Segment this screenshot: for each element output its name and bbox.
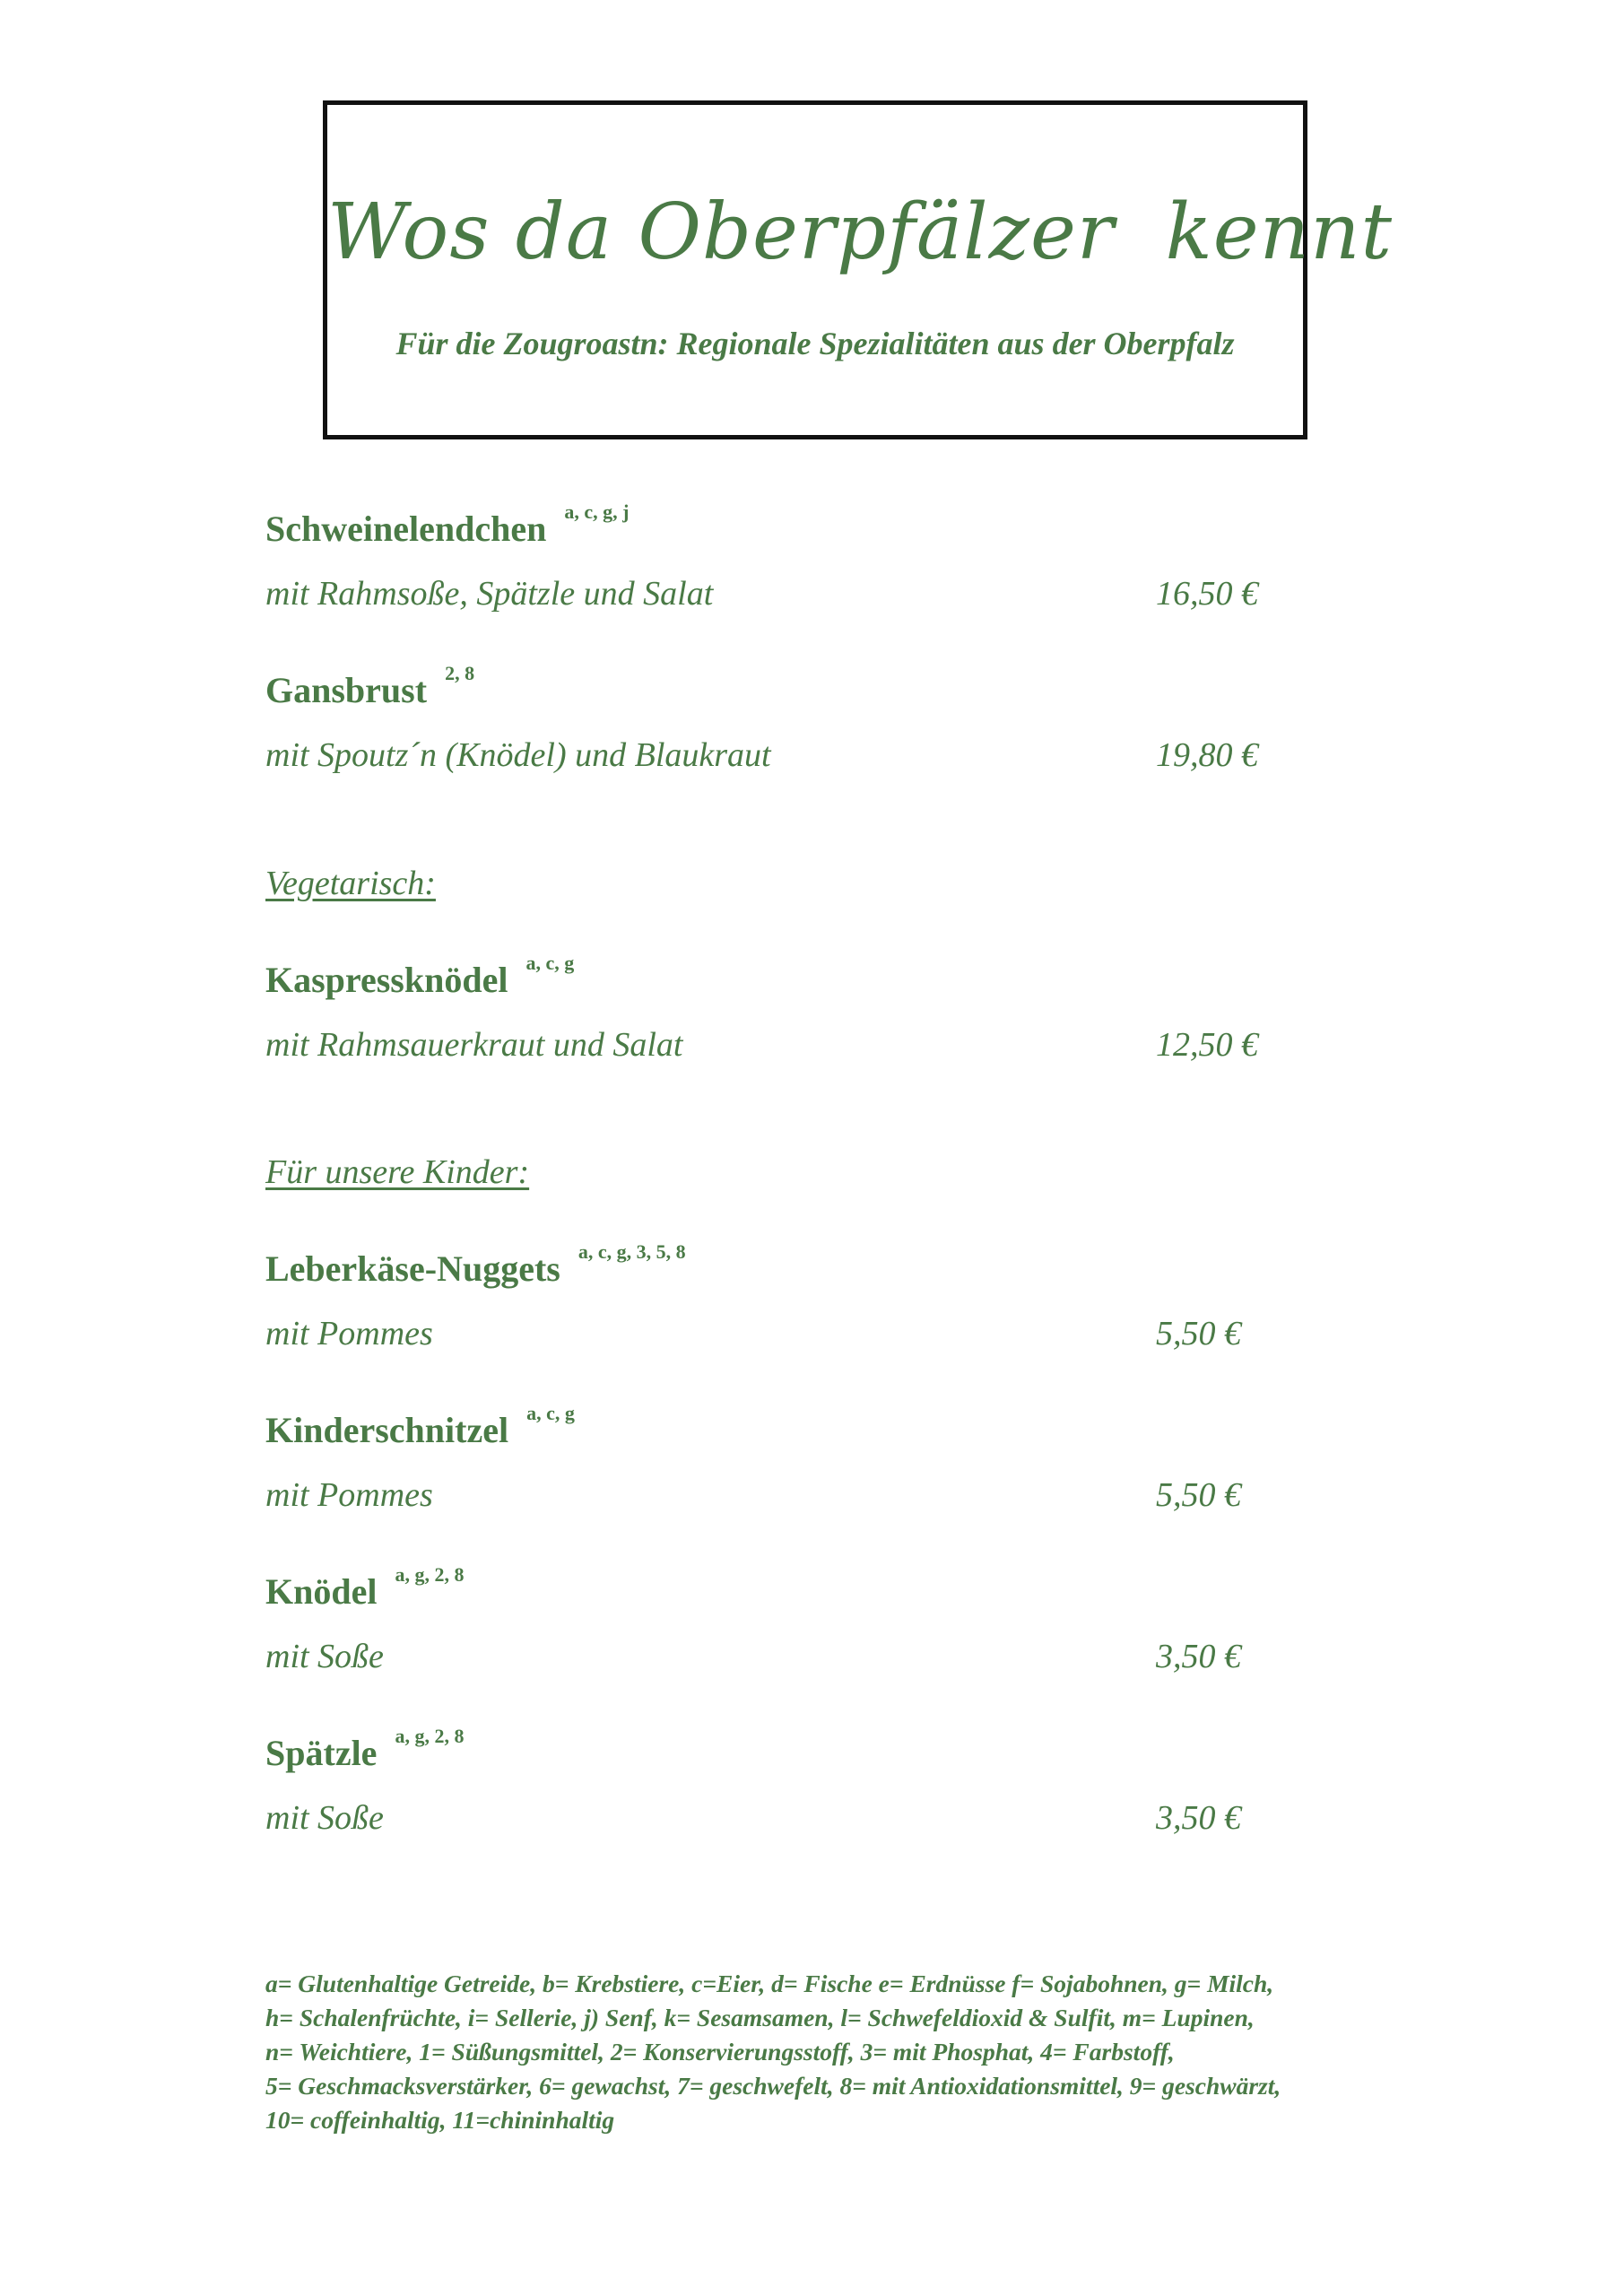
dish-name: Spätzle $^{a, g, 2, 8}$ — [265, 1725, 465, 1773]
legend-line: n= Weichtiere, 1= Süßungsmittel, 2= Konservierungsstoff, 3= mit Phosphat, 4= Farbstoff, — [265, 2038, 1175, 2066]
legend-line: 5= Geschmacksverstärker, 6= gewachst, 7= geschwefelt, 8= mit Antioxidationsmittel, 9= geschwärzt, — [265, 2072, 1281, 2100]
dish-name: Knödel $^{a, g, 2, 8}$ — [265, 1563, 465, 1612]
dish-description: mit Spoutz´n (Knödel) und Blaukraut — [265, 736, 771, 774]
dish-name: Kinderschnitzel $^{a, c, g}$ — [265, 1402, 575, 1450]
page-subtitle: Für die Zougroastn: Regionale Spezialitäten aus der Oberpfalz — [395, 326, 1235, 361]
dish-description: mit Rahmsauerkraut und Salat — [265, 1026, 683, 1064]
dish-description: mit Rahmsoße, Spätzle und Salat — [265, 575, 714, 613]
dish-description: mit Soße — [265, 1638, 384, 1675]
dish-price: 5,50 € — [1156, 1315, 1241, 1352]
legend-line: 10= coffeinhaltig, 11=chininhaltig — [265, 2106, 615, 2134]
legend-line: h= Schalenfrüchte, i= Sellerie, j) Senf, k= Sesamsamen, l= Schwefeldioxid & Sulfit, m= Lupinen, — [265, 2004, 1255, 2031]
dish-name: Gansbrust $^{2, 8}$ — [265, 662, 475, 710]
dish-price: 12,50 € — [1156, 1026, 1258, 1064]
dish-description: mit Soße — [265, 1799, 384, 1837]
dish-price: 19,80 € — [1156, 736, 1258, 774]
dish-price: 3,50 € — [1156, 1799, 1241, 1837]
legend-line: a= Glutenhaltige Getreide, b= Krebstiere, c=Eier, d= Fische e= Erdnüsse f= Sojabohnen, g= Milch, — [265, 1970, 1274, 1997]
dish-price: 3,50 € — [1156, 1638, 1241, 1675]
allergen-codes: a, c, g — [525, 952, 575, 974]
allergen-legend — [265, 1967, 1431, 2137]
dish-price: 16,50 € — [1156, 575, 1258, 613]
allergen-codes: 2, 8 — [445, 662, 475, 684]
allergen-codes: a, g, 2, 8 — [395, 1563, 465, 1586]
dish-name: Schweinelendchen $^{a, c, g, j}$ — [265, 500, 630, 549]
dish-price: 5,50 € — [1156, 1476, 1241, 1514]
dish-description: mit Pommes — [265, 1476, 433, 1514]
section-heading-kids: Für unsere Kinder: — [265, 1153, 530, 1191]
allergen-codes: a, c, g, 3, 5, 8 — [578, 1240, 686, 1263]
dish-name: Kaspressknödel $^{a, c, g}$ — [265, 952, 575, 1000]
title-box — [323, 100, 1394, 439]
allergen-codes: a, c, g, j — [564, 500, 630, 523]
section-heading-vegetarian: Vegetarisch: — [265, 865, 436, 902]
allergen-codes: a, c, g — [526, 1402, 575, 1424]
dish-description: mit Pommes — [265, 1315, 433, 1352]
dish-name: Leberkäse-Nuggets $^{a, c, g, 3, 5, 8}$ — [265, 1240, 686, 1289]
allergen-codes: a, g, 2, 8 — [395, 1725, 465, 1747]
page-title: Wos da Oberpfälzer kennt — [327, 187, 1394, 277]
